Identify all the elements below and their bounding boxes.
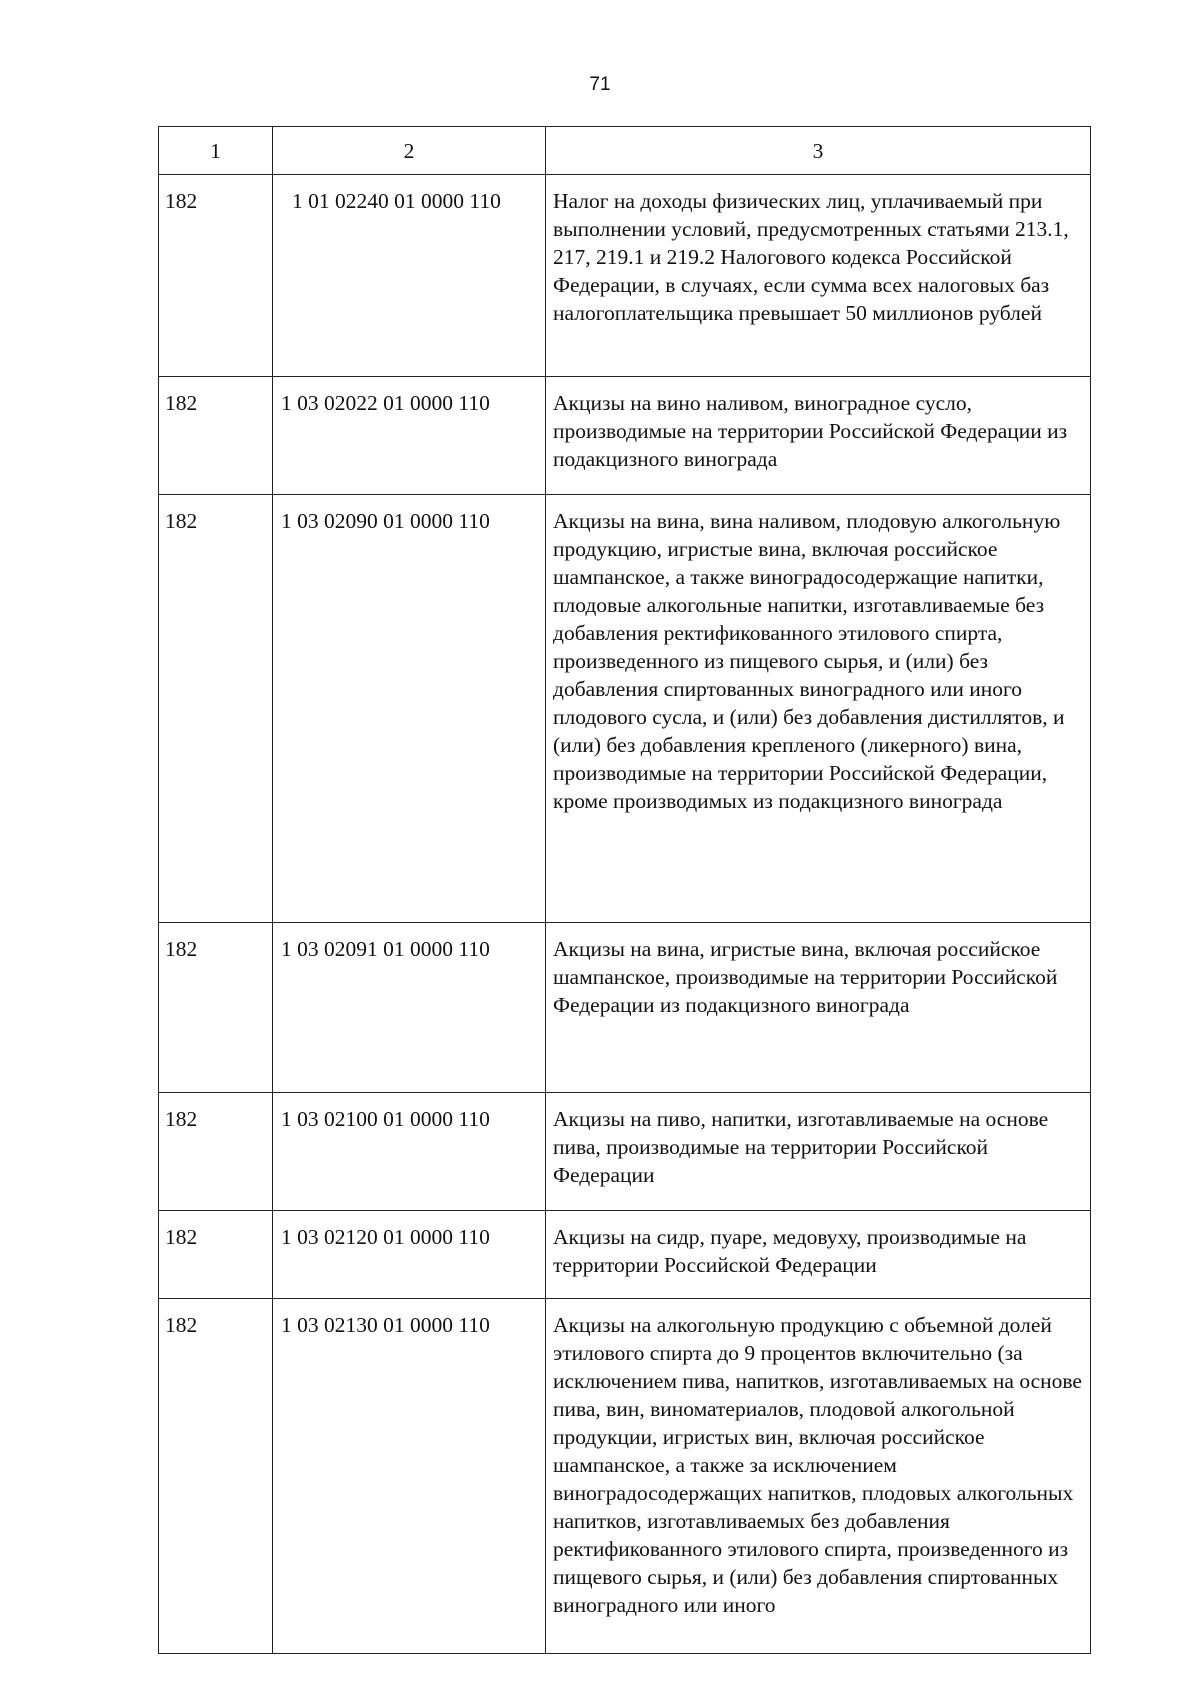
kbk-code-cell: 1 03 02090 01 0000 110 [273,495,546,923]
admin-code-cell: 182 [159,377,273,495]
table-row [159,377,1091,495]
admin-code-cell: 182 [159,1299,273,1654]
description-cell: Акцизы на пиво, напитки, изготавливаемые на основе пива, производимые на территории Российской Федерации [546,1093,1091,1211]
description-cell: Акцизы на вина, вина наливом, плодовую алкогольную продукцию, игристые вина, включая российское шампанское, а также виноградосодержащие напитки, плодовые алкогольные напитки, изготавливаемые без добавления ректификованного этилового спирта, произведенного из пищевого сырья, и (или) без добавления спиртованных виноградного или иного плодового сусла, и (или) без добавления дистиллятов, и (или) без добавления крепленого (ликерного) вина, производимые на территории Российской Федерации, кроме производимых из подакцизного винограда [546,495,1091,923]
table-row [159,1299,1091,1654]
kbk-code-cell: 1 03 02022 01 0000 110 [273,377,546,495]
table-row [159,1211,1091,1299]
admin-code-cell: 182 [159,175,273,377]
admin-code-cell: 182 [159,923,273,1093]
table-header-row [159,127,1091,175]
table-row [159,175,1091,377]
kbk-code-cell: 1 03 02091 01 0000 110 [273,923,546,1093]
admin-code-cell: 182 [159,495,273,923]
description-cell: Акцизы на сидр, пуаре, медовуху, производимые на территории Российской Федерации [546,1211,1091,1299]
admin-code-cell: 182 [159,1093,273,1211]
page-number: 71 [589,74,611,95]
description-cell: Акцизы на алкогольную продукцию с объемной долей этилового спирта до 9 процентов включительно (за исключением пива, напитков, изготавливаемых на основе пива, вин, виноматериалов, плодовой алкогольной продукции, игристых вин, включая российское шампанское, а также за исключением виноградосодержащих напитков, плодовых алкогольных напитков, изготавливаемых без добавления ректификованного этилового спирта, произведенного из пищевого сырья, и (или) без добавления спиртованных виноградного или иного [546,1299,1091,1654]
kbk-code-cell: 1 01 02240 01 0000 110 [273,175,546,377]
table-row [159,923,1091,1093]
header-col-1: 1 [159,127,273,175]
header-col-2: 2 [273,127,546,175]
table-row [159,1093,1091,1211]
header-col-3: 3 [546,127,1091,175]
kbk-code-cell: 1 03 02130 01 0000 110 [273,1299,546,1654]
description-cell: Акцизы на вино наливом, виноградное сусло, производимые на территории Российской Федерации из подакцизного винограда [546,377,1091,495]
description-cell: Акцизы на вина, игристые вина, включая российское шампанское, производимые на территории Российской Федерации из подакцизного винограда [546,923,1091,1093]
kbk-code-cell: 1 03 02100 01 0000 110 [273,1093,546,1211]
admin-code-cell: 182 [159,1211,273,1299]
table-row [159,495,1091,923]
description-cell: Налог на доходы физических лиц, уплачиваемый при выполнении условий, предусмотренных статьями 213.1, 217, 219.1 и 219.2 Налогового кодекса Российской Федерации, в случаях, если сумма всех налоговых баз налогоплательщика превышает 50 миллионов рублей [546,175,1091,377]
budget-codes-table [158,126,1091,1654]
kbk-code-cell: 1 03 02120 01 0000 110 [273,1211,546,1299]
